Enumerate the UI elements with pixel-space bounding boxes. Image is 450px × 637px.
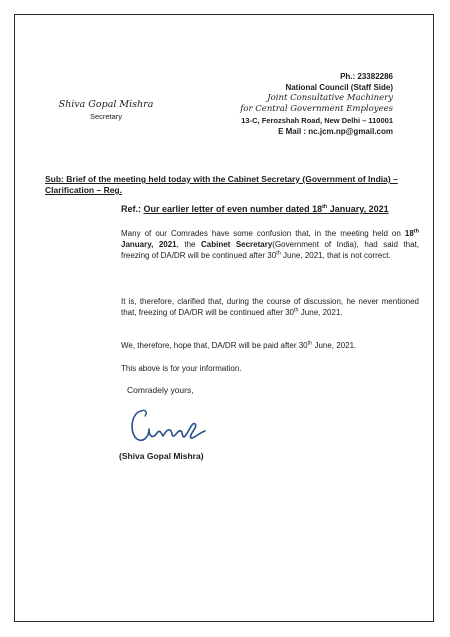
subject-line: Sub: Brief of the meeting held today with the Cabinet Secretary (Government of India) – Clarification – Reg.	[45, 174, 398, 195]
closing-text: Comradely yours,	[127, 385, 194, 395]
org-email: E Mail : nc.jcm.np@gmail.com	[278, 127, 393, 136]
org-address: 13-C, Ferozshah Road, New Delhi – 110001	[241, 116, 393, 125]
signature-icon	[127, 403, 217, 447]
sender-block	[51, 99, 161, 121]
paragraph-3: We, therefore, hope that, DA/DR will be paid after 30th June, 2021.	[121, 340, 357, 350]
sender-designation: Secretary	[89, 112, 123, 121]
sender-name: Shiva Gopal Mishra	[58, 99, 154, 110]
paragraph-2: It is, therefore, clarified that, during the course of discussion, he never mentioned that, freezing of DA/DR will be continued after 30th June, 2021.	[121, 297, 419, 317]
paragraph-1: Many of our Comrades have some confusion that, in the meeting held on 18th January, 2021, the Cabinet Secretary(Government of India), had said that, freezing of DA/DR will be continued after 30th June, 2021, that is not correct.	[121, 228, 419, 260]
ref-prefix: Ref.:	[121, 204, 141, 214]
org-line2: for Central Government Employees	[240, 104, 393, 114]
paragraph-4: This above is for your information.	[121, 364, 242, 373]
organization-block	[193, 71, 393, 137]
letter-page	[14, 14, 434, 622]
org-phone: Ph.: 23382286	[340, 72, 393, 81]
org-council: National Council (Staff Side)	[285, 83, 393, 92]
ref-text: Our earlier letter of even number dated 18th January, 2021	[143, 204, 389, 214]
signed-name: (Shiva Gopal Mishra)	[119, 451, 204, 461]
org-line1: Joint Consultative Machinery	[267, 93, 393, 103]
reference-line	[121, 204, 421, 214]
